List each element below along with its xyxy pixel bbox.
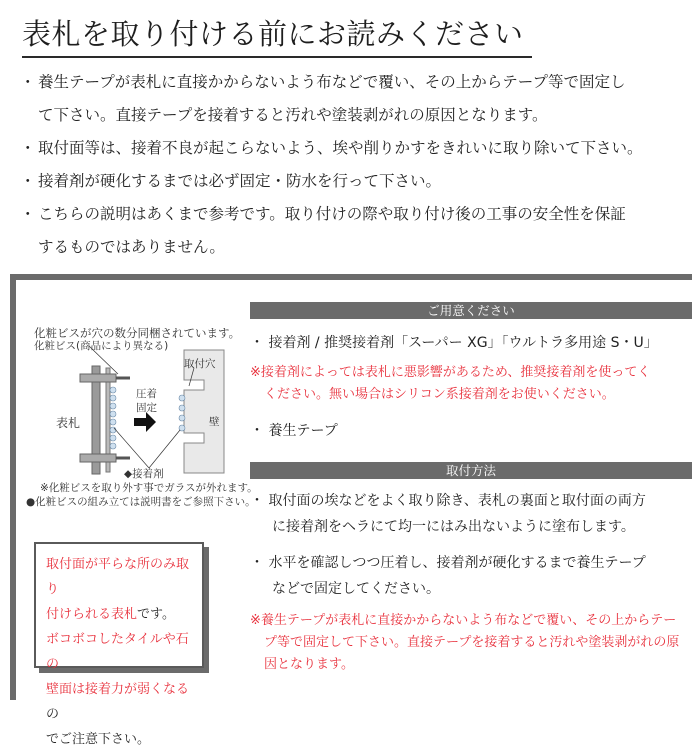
section-heading-prepare: ご用意ください [250,302,692,319]
instruction-panel [10,274,692,747]
label-wall: 壁 [209,416,220,428]
warning-text: 付けられる表札 [46,607,138,622]
note-line: プ等で固定して下さい。直接テープを接着すると汚れや塗装剥がれの原 [264,635,680,650]
installation-diagram [34,338,254,478]
note-line: ください。無い場合はシリコン系接着剤をお使いください。 [264,387,615,402]
precaution-text: するものではありません。 [38,238,225,256]
precaution-list [18,66,688,264]
flat-surface-warning-box [34,542,204,747]
page-title: 表札を取り付ける前にお読みください [22,14,532,58]
diagram-note-glass: ※化粧ビスを取り外す事でガラスが外れます。 [40,482,258,494]
prepare-item-tape: ・ 養生テープ [250,423,338,439]
note-line: 因となります。 [264,657,354,672]
prepare-item-adhesive: ・ 接着剤 / 推奨接着剤「スーパー XG」「ウルトラ多用途 S・U」 [250,335,658,351]
bullet: ・ [20,205,36,223]
precaution-text: 養生テープが表札に直接かからないよう布などで覆い、その上からテープ等で固定し [38,73,626,91]
precaution-item [18,198,688,264]
step-line: に接着剤をヘラにて均一にはみ出ないように塗布します。 [272,519,635,535]
step-line: などで固定してください。 [272,581,440,597]
diagram-note-assembly: ●化粧ビスの組み立ては説明書をご参照下さい。 [26,496,256,508]
note-line: ※接着剤によっては表札に悪影響があるため、推奨接着剤を使ってく [250,365,651,380]
step-line: ・ 取付面の埃などをよく取り除き、表札の裏面と取付面の両方 [250,493,646,509]
precaution-item [18,66,688,132]
warning-text: 取付面が平らな所のみ取り [46,557,190,597]
label-nameplate: 表札 [56,416,81,430]
bullet: ・ [20,172,36,190]
warning-text: 壁面は接着力が弱くなる [46,682,190,697]
precaution-text: 取付面等は、接着不良が起こらないよう、埃や削りかすをきれいに取り除いて下さい。 [38,139,643,157]
precaution-text: 接着剤が硬化するまでは必ず固定・防水を行って下さい。 [38,172,442,190]
label-mounting-hole: 取付穴 [184,358,216,370]
warning-text: です。 [137,607,175,622]
method-tape-note [250,610,695,676]
section-heading-method: 取付方法 [250,462,692,479]
warning-text: ボコボコしたタイルや石の [46,632,189,672]
precaution-item [18,165,688,198]
label-fix: 固定 [136,402,157,414]
method-step-2 [250,550,695,602]
label-decorative-screw: 化粧ビス(商品により異なる) [34,340,169,352]
method-step-1 [250,488,695,540]
warning-text: の [46,707,60,722]
bullet: ・ [20,73,36,91]
warning-text: でご注意下さい。 [46,732,151,747]
precaution-text: こちらの説明はあくまで参考です。取り付けの際や取り付け後の工事の安全性を保証 [38,205,626,223]
precaution-item [18,132,688,165]
prepare-adhesive-note [250,362,695,406]
label-adhesive: ◆接着剤 [124,468,164,480]
label-press: 圧着 [136,388,157,400]
note-line: ※養生テープが表札に直接かからないよう布などで覆い、その上からテー [250,613,677,628]
precaution-text: て下さい。直接テープを接着すると汚れや塗装剥がれの原因となります。 [38,106,548,124]
bullet: ・ [20,139,36,157]
diagram-caption: 化粧ビスが穴の数分同梱されています。 [34,326,241,340]
step-line: ・ 水平を確認しつつ圧着し、接着剤が硬化するまで養生テープ [250,555,646,571]
